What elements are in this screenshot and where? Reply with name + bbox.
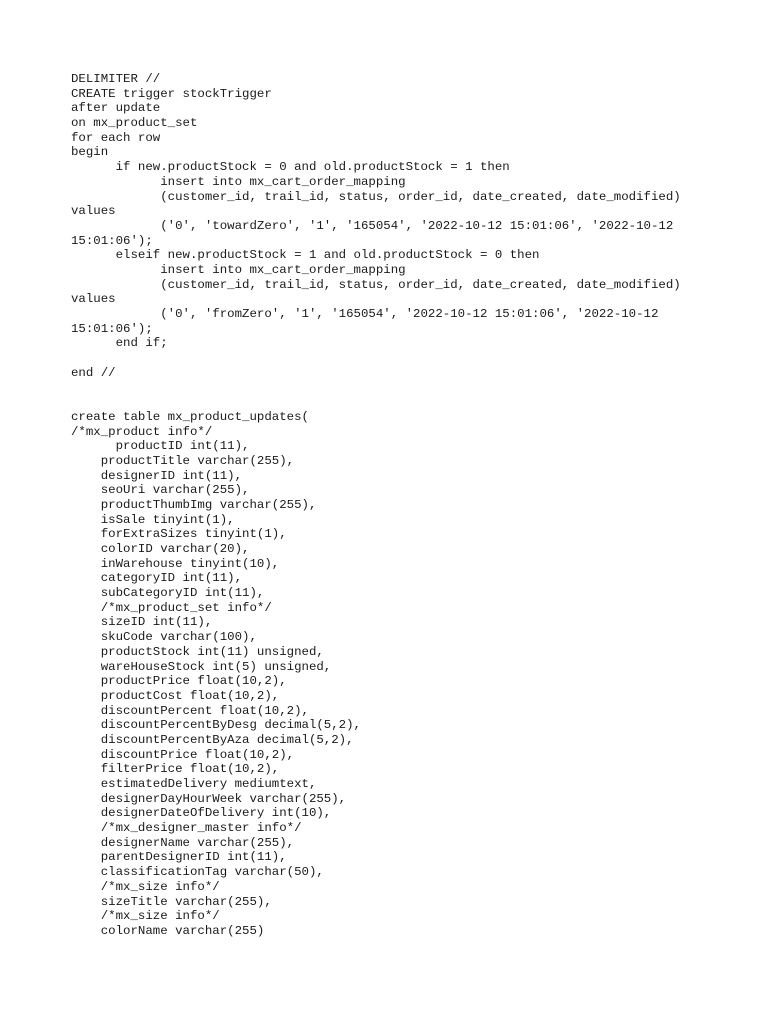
code-line: filterPrice float(10,2), — [71, 762, 280, 777]
code-line: productThumbImg varchar(255), — [71, 497, 317, 512]
code-line: values — [71, 204, 116, 219]
code-line: if new.productStock = 0 and old.productStock = 1 then — [71, 160, 510, 175]
code-line: insert into mx_cart_order_mapping — [71, 262, 406, 277]
code-line: (customer_id, trail_id, status, order_id, date_created, date_modified) — [71, 189, 681, 204]
code-line: productCost float(10,2), — [71, 688, 280, 703]
code-line: wareHouseStock int(5) unsigned, — [71, 659, 332, 674]
code-line: create table mx_product_updates( — [71, 409, 309, 424]
code-line: productStock int(11) unsigned, — [71, 644, 324, 659]
code-line: designerName varchar(255), — [71, 835, 295, 850]
code-line: /*mx_size info*/ — [71, 909, 220, 924]
code-line: elseif new.productStock = 1 and old.productStock = 0 then — [71, 248, 540, 263]
code-line — [71, 351, 731, 366]
code-line: end if; — [71, 336, 168, 351]
code-line: productID int(11), — [71, 439, 250, 454]
code-line: sizeTitle varchar(255), — [71, 894, 272, 909]
code-line: discountPrice float(10,2), — [71, 747, 295, 762]
code-line: colorName varchar(255) — [71, 923, 265, 938]
code-line: sizeID int(11), — [71, 615, 213, 630]
code-line: /*mx_product_set info*/ — [71, 600, 272, 615]
code-line: classificationTag varchar(50), — [71, 865, 324, 880]
code-line: (customer_id, trail_id, status, order_id, date_created, date_modified) — [71, 277, 681, 292]
code-line: /*mx_product info*/ — [71, 424, 213, 439]
code-line: isSale tinyint(1), — [71, 512, 235, 527]
code-line: seoUri varchar(255), — [71, 483, 250, 498]
code-line: discountPercentByDesg decimal(5,2), — [71, 718, 361, 733]
code-line: forExtraSizes tinyint(1), — [71, 527, 287, 542]
code-line — [71, 380, 731, 395]
code-line: categoryID int(11), — [71, 571, 243, 586]
code-line: after update — [71, 101, 161, 116]
code-line: 15:01:06'); — [71, 233, 153, 248]
code-line: ('0', 'towardZero', '1', '165054', '2022-10-12 15:01:06', '2022-10-12 — [71, 218, 674, 233]
code-line: productPrice float(10,2), — [71, 674, 287, 689]
code-line: values — [71, 292, 116, 307]
code-line: subCategoryID int(11), — [71, 586, 265, 601]
code-line: 15:01:06'); — [71, 321, 153, 336]
code-line: parentDesignerID int(11), — [71, 850, 287, 865]
code-line: designerDayHourWeek varchar(255), — [71, 791, 347, 806]
code-line: on mx_product_set — [71, 116, 198, 131]
code-line: discountPercentByAza decimal(5,2), — [71, 732, 354, 747]
code-line: discountPercent float(10,2), — [71, 703, 309, 718]
code-line: /*mx_size info*/ — [71, 879, 220, 894]
code-line: insert into mx_cart_order_mapping — [71, 174, 406, 189]
code-line: estimatedDelivery mediumtext, — [71, 777, 317, 791]
sql-code-block — [71, 72, 731, 939]
code-line: inWarehouse tinyint(10), — [71, 556, 280, 571]
code-line: begin — [71, 145, 109, 160]
code-line — [71, 395, 731, 410]
code-line: /*mx_designer_master info*/ — [71, 821, 302, 836]
code-line: designerDateOfDelivery int(10), — [71, 806, 332, 821]
code-line: end // — [71, 365, 116, 380]
code-line: designerID int(11), — [71, 468, 243, 483]
code-line: DELIMITER // — [71, 72, 161, 86]
code-line: skuCode varchar(100), — [71, 630, 257, 645]
code-line: colorID varchar(20), — [71, 542, 250, 556]
code-line: for each row — [71, 130, 161, 145]
code-line: ('0', 'fromZero', '1', '165054', '2022-10-12 15:01:06', '2022-10-12 — [71, 307, 659, 321]
code-line: CREATE trigger stockTrigger — [71, 86, 272, 101]
code-line: productTitle varchar(255), — [71, 453, 295, 468]
